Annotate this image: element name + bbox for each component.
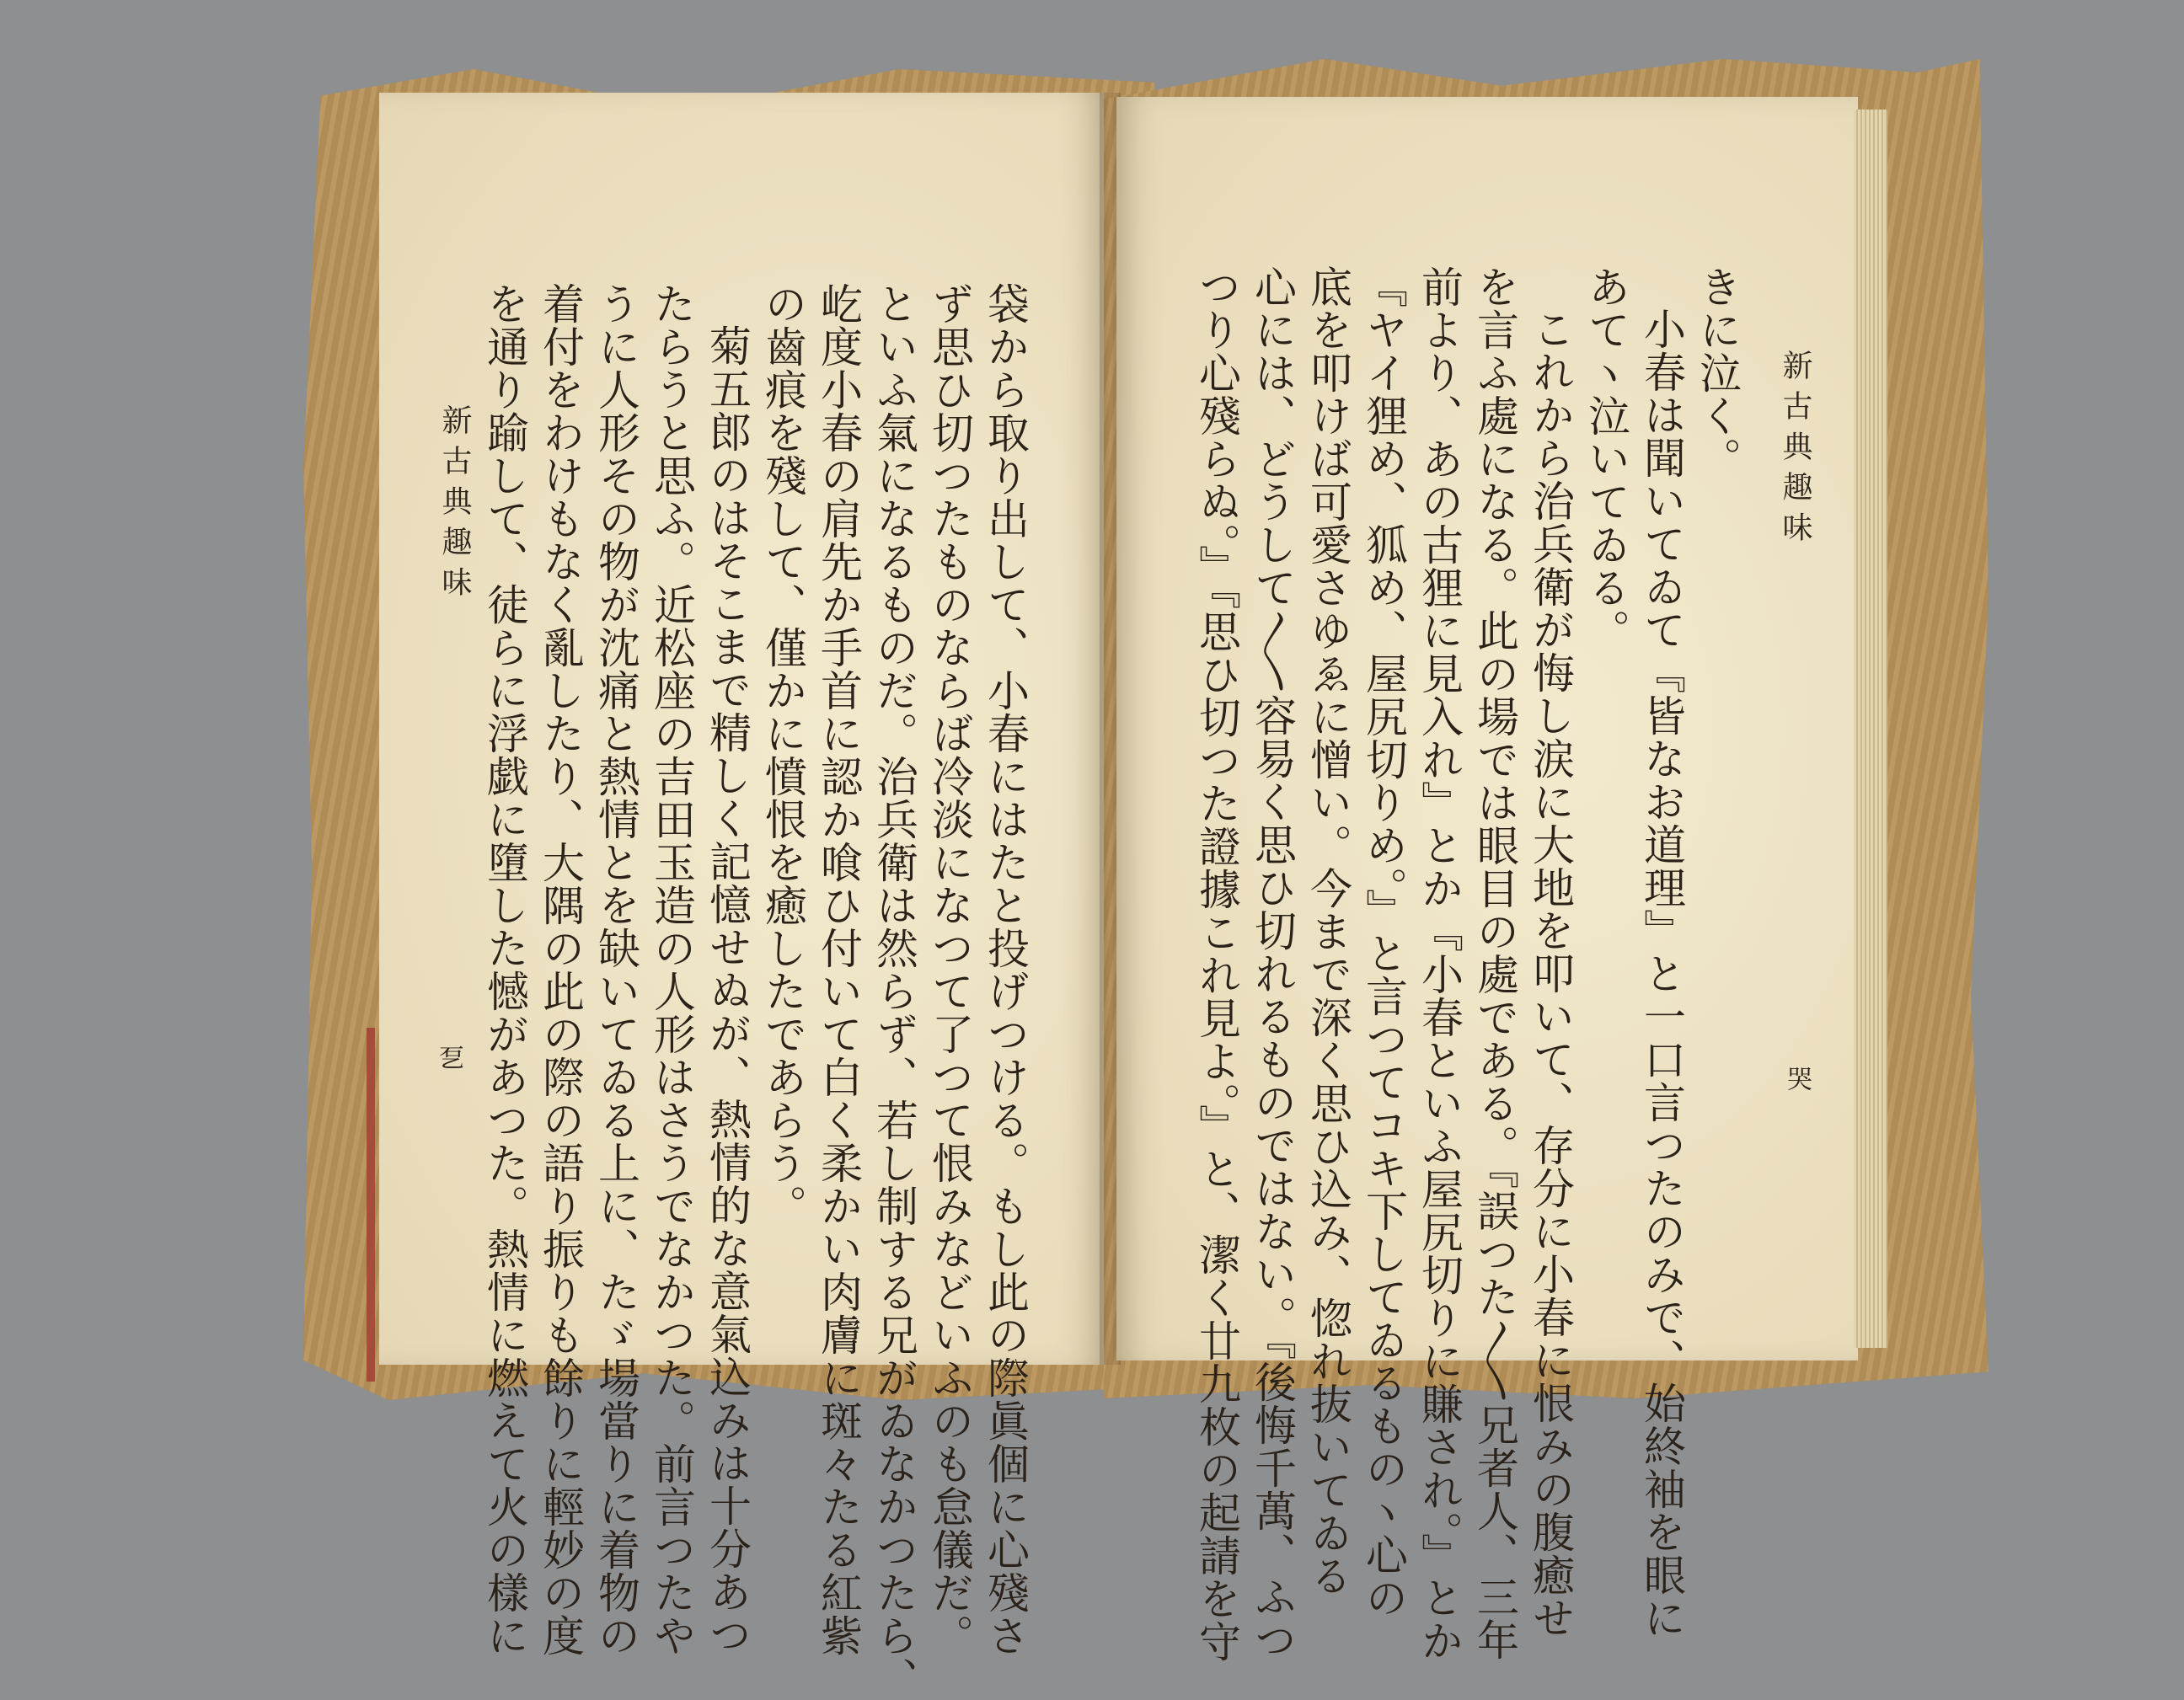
page-number-left: 乭	[434, 1045, 463, 1070]
page-edges	[1854, 110, 1887, 1348]
spine-band	[367, 1028, 375, 1382]
text-column: これから治兵衛が悔し涙に大地を叩いて、存分に小春に恨みの腹癒せ	[1526, 307, 1575, 1639]
running-header-left: 新古典趣味	[437, 404, 472, 607]
open-book	[295, 59, 1997, 1700]
text-column: を通り踰して、徒らに浮戯に墮した憾があつた。熱情に燃えて火の樣に	[480, 282, 529, 1657]
text-column: 袋から取り出して、小春にはたと投げつける。もし此の際眞個に心殘さ	[981, 282, 1030, 1657]
text-column: 『ヤイ狸め、狐め、屋尻切りめ。』と言つてコキ下してゐるものヽ心の	[1359, 265, 1408, 1619]
text-column: 屹度小春の肩先か手首に認か喰ひ付いて白く柔かい肉膚に斑々たる紅紫	[814, 282, 863, 1657]
text-column: あてヽ泣いてゐる。	[1582, 265, 1630, 652]
text-column: ず思ひ切つたものならば冷淡になつて了つて恨みなどいふのも怠儀だ。	[925, 282, 974, 1657]
page-number-right: 哭	[1782, 1066, 1812, 1091]
running-header-right: 新古典趣味	[1778, 350, 1812, 552]
page-left	[379, 93, 1104, 1700]
text-column: たらうと思ふ。近松座の吉田玉造の人形はさうでなかつた。前言つたや	[647, 282, 696, 1657]
text-column: といふ氣になるものだ。治兵衛は然らず、若し制する兄がゐなかつたら、	[870, 282, 918, 1700]
text-column: の齒痕を殘して、僅かに憤恨を癒したであらう。	[758, 282, 807, 1227]
page-right	[1116, 97, 1858, 1663]
text-column: 菊五郎のはそこまで精しく記憶せぬが、熱情的な意氣込みは十分あつ	[703, 324, 752, 1656]
text-column: つり心殘らぬ。』『思ひ切つた證據これ見よ。』と、潔く廿九枚の起請を守	[1192, 265, 1241, 1663]
text-column: 小春は聞いてゐて『皆なお道理』と一口言つたのみで、始終袖を眼に	[1637, 307, 1686, 1639]
text-column: を言ふ處になる。此の場では眼目の處である。『誤つた〱兄者人、三年	[1470, 265, 1519, 1661]
text-column: 心には、どうして〱容易く思ひ切れるものではない。『後悔千萬、ふつ	[1248, 265, 1297, 1661]
text-column: うに人形その物が沈痛と熱情とを缺いてゐる上に、たゞ場當りに着物の	[592, 282, 640, 1657]
text-column: 着付をわけもなく亂したり、大隅の此の際の語り振りも餘りに輕妙の度	[536, 282, 585, 1657]
text-column: きに泣く。	[1693, 265, 1742, 480]
text-column: 前より、あの古狸に見入れ』とか『小春といふ屋尻切りに賺され。』とか	[1415, 265, 1464, 1662]
text-column: 底を叩けば可愛さゆゑに憎い。今まで深く思ひ込み、惚れ抜いてゐる	[1303, 265, 1352, 1597]
